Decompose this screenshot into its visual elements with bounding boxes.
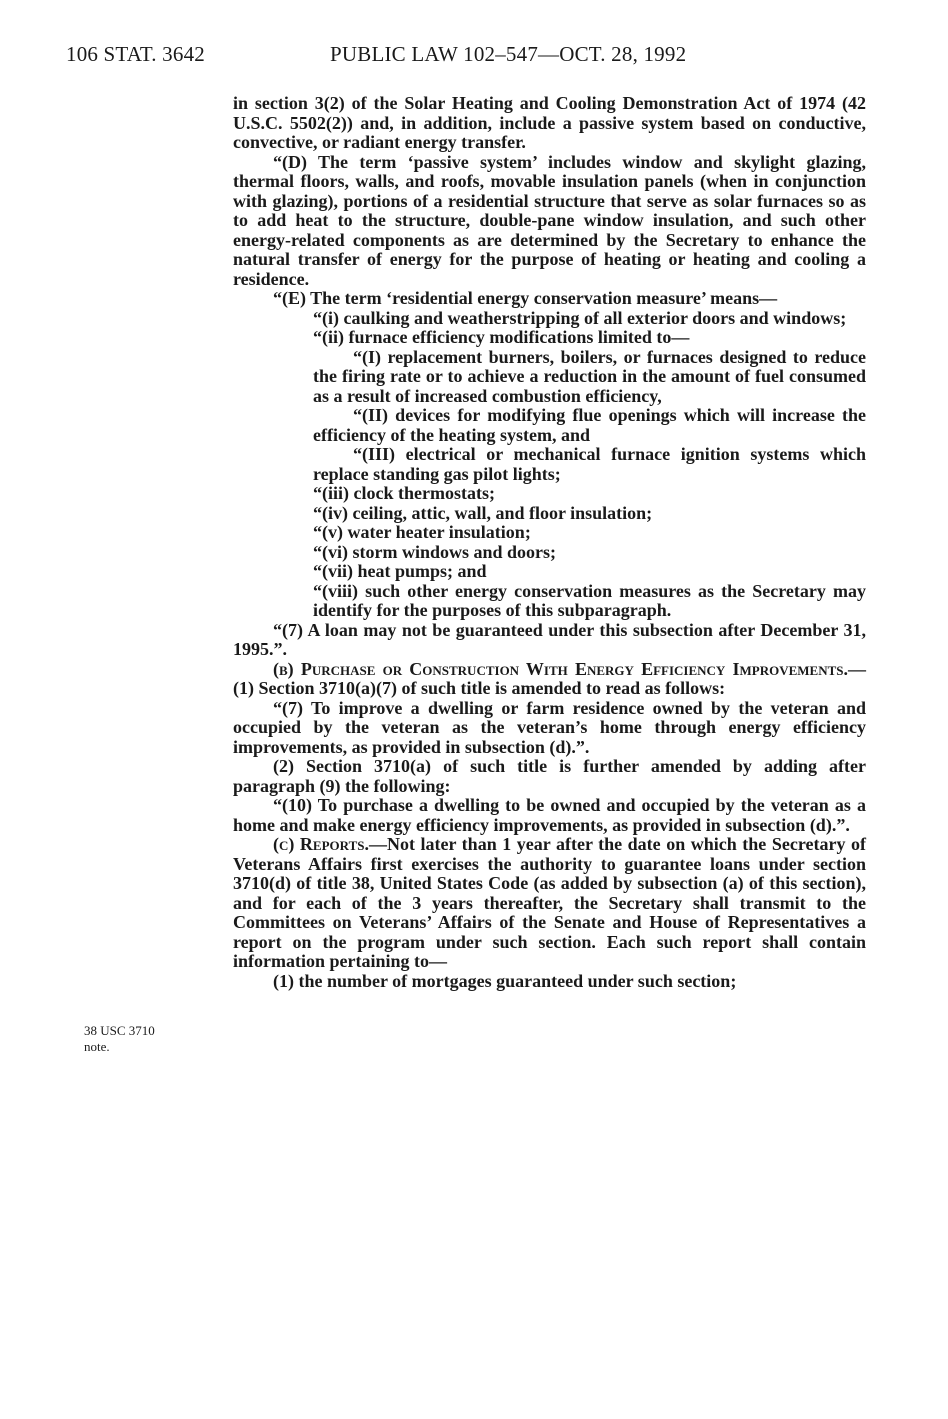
clause-ii: “(ii) furnace efficiency modifications limited to— [313,327,690,347]
clause-i: “(i) caulking and weatherstripping of all exterior doors and windows; [313,307,847,328]
report-item-1: (1) the number of mortgages guaranteed under such section; [273,970,737,991]
paragraph-7-loan-deadline: “(7) A loan may not be guaranteed under this subsection after December 31, 1995.”. [233,619,866,659]
subclause-II: “(II) devices for modifying flue openings which will increase the efficiency of the heating system, and [313,405,866,445]
clause-vii: “(vii) heat pumps; and [313,561,487,581]
clause-iii: “(iii) clock thermostats; [313,483,495,503]
paragraph-7-improve-dwelling: “(7) To improve a dwelling or farm residence owned by the veteran and occupied by the veteran as the veteran’s home through energy efficiency improvements, as provided in subsection (d).”. [233,697,866,757]
clause-viii: “(viii) such other energy conservation measures as the Secretary may identify for the purposes of this subparagraph. [313,580,866,620]
paragraph-E-conservation-measure: “(E) The term ‘residential energy conservation measure’ means— [273,288,778,308]
margin-note [84,1023,155,1055]
subsection-c-text: —Not later than 1 year after the date on which the Secretary of Veterans Affairs first exercises the authority to guarantee loans under section 3710(d) of title 38, United States Code (as added by subsection (a) of this section), and for each of the 3 years thereafter, the Secretary shall transmit to the Committees on Veterans’ Affairs of the Senate and House of Representatives a report on the program under such section. Each such report shall contain information pertaining to— [233,834,866,971]
clause-vi: “(vi) storm windows and doors; [313,541,557,562]
subsection-b [233,660,866,699]
subsection-b-text: —(1) Section 3710(a)(7) of such title is amended to read as follows: [233,658,866,698]
statute-body [233,94,866,991]
paragraph-10-purchase: “(10) To purchase a dwelling to be owned and occupied by the veteran as a home and make energy efficiency improvements, as provided in subsection (d).”. [233,795,866,835]
subsection-b-heading: (b) Purchase or Construction With Energy Efficiency Improvements. [273,658,848,679]
subclause-III: “(III) electrical or mechanical furnace ignition systems which replace standing gas pilot lights; [313,444,866,484]
subsection-c [233,835,866,972]
header-law-title: PUBLIC LAW 102–547—OCT. 28, 1992 [330,42,687,66]
clause-iv: “(iv) ceiling, attic, wall, and floor insulation; [313,502,653,523]
clause-v: “(v) water heater insulation; [313,522,531,542]
paragraph-definition-continuation: in section 3(2) of the Solar Heating and Cooling Demonstration Act of 1974 (42 U.S.C. 5502(2)) and, in addition, include a passive system based on conductive, convective, or radiant energy transfer. [233,93,866,152]
subclause-I: “(I) replacement burners, boilers, or furnaces designed to reduce the firing rate or to achieve a reduction in the amount of fuel consumed as a result of increased combustion efficiency, [313,346,866,406]
margin-note-label: note. [84,1039,110,1054]
paragraph-D-passive-system: “(D) The term ‘passive system’ includes window and skylight glazing, thermal floors, walls, and roofs, movable insulation panels (when in conjunction with glazing), portions of a residential structure that serve as solar furnaces so as to add heat to the structure, double-pane window insulation, and such other energy-related components as are determined by the Secretary to enhance the natural transfer of energy for the purpose of heating or heating and cooling a residence. [233,151,866,289]
paragraph-2-amendment: (2) Section 3710(a) of such title is further amended by adding after paragraph (9) the following: [233,756,866,796]
subsection-c-heading: (c) Reports. [273,834,369,854]
margin-note-citation: 38 USC 3710 [84,1023,155,1038]
header-stat-reference: 106 STAT. 3642 [66,42,205,66]
